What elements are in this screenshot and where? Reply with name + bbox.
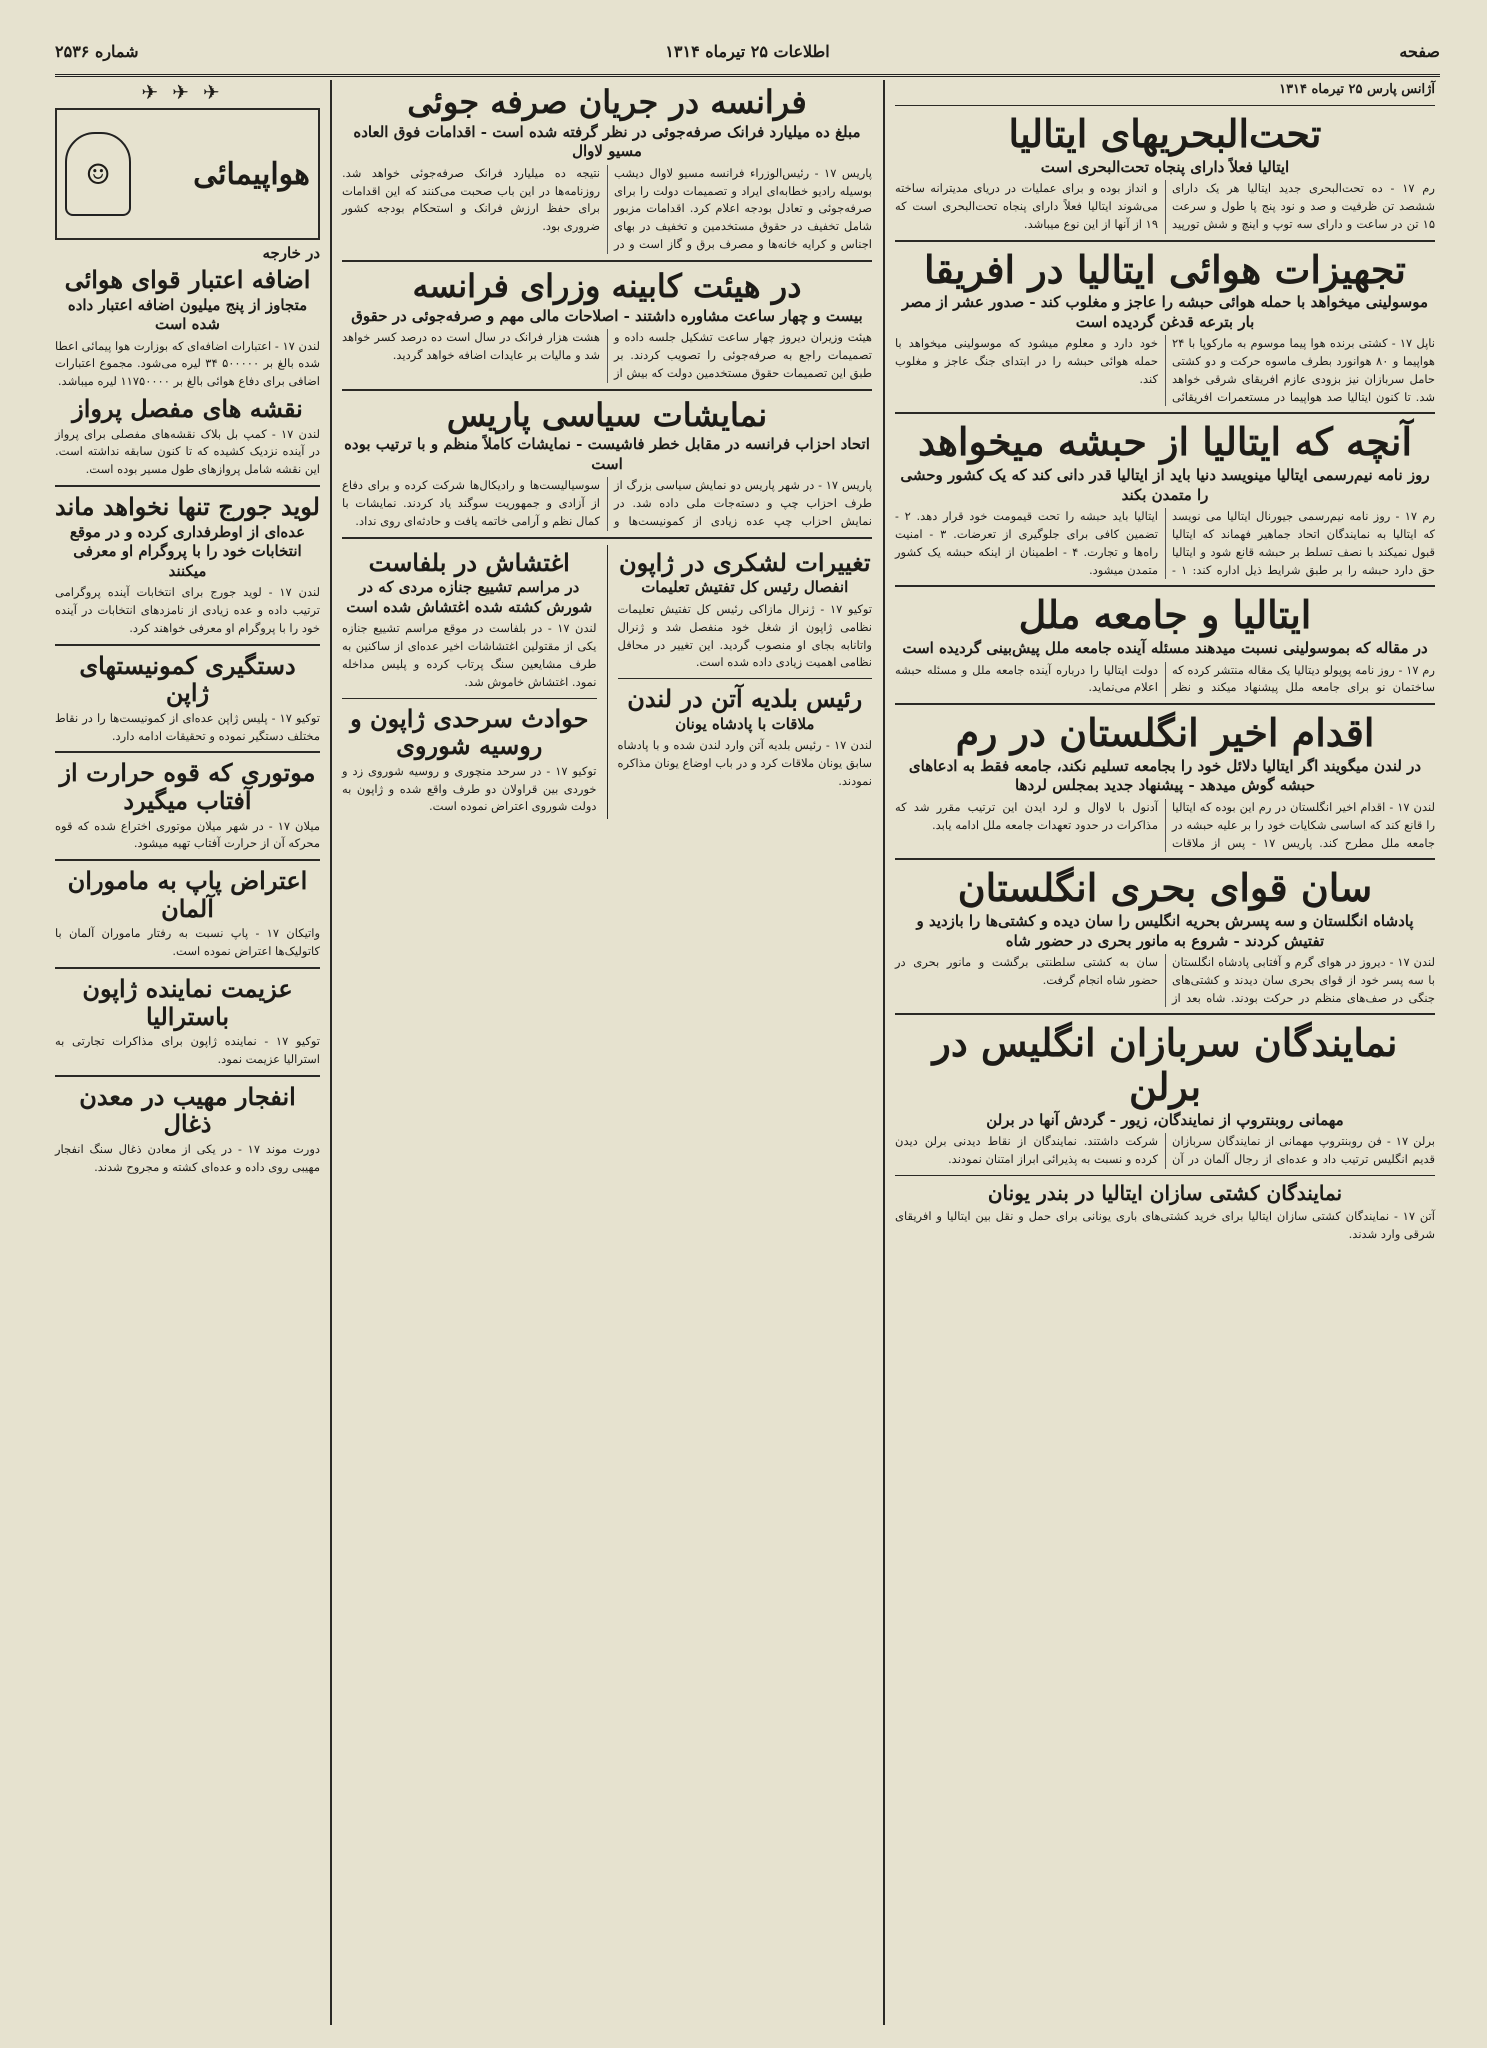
headline: حوادث سرحدی ژاپون و روسیه شوروی (350, 703, 589, 761)
subheadline: اتحاد احزاب فرانسه در مقابل خطر فاشیست - نمایشات کاملاً منظم و با ترتیب بوده است (344, 435, 870, 473)
lower-split (342, 545, 872, 819)
agency-line: آژانس پارس ۲۵ تیرماه ۱۳۱۴ (1279, 82, 1435, 97)
article (342, 397, 872, 531)
subheadline: ایتالیا فعلاً دارای پنجاه تحت‌البحری است (1040, 157, 1290, 176)
column-left (45, 80, 330, 2025)
article (55, 759, 320, 853)
article (895, 866, 1435, 1007)
subheadline: موسولینی میخواهد با حمله هوائی حبشه را عاجز و مغلوب کند - صدور عشر از مصر بار بترعه قدغن گردیده است (902, 293, 1428, 331)
article (895, 1021, 1435, 1169)
headline: دستگیری کمونیستهای ژاپن (79, 650, 296, 708)
article-body: لندن ۱۷ - لوید جورج برای انتخابات آینده پروگرامی ترتیب داده و عده زیادی از نامزدهای انتخابات در آینده خود را با پروگرام او معرفی خواهند کرد. (55, 585, 320, 635)
masthead-date: اطلاعات ۲۵ تیرماه ۱۳۱۴ (665, 42, 830, 61)
headline: فرانسه در جریان صرفه جوئی (407, 83, 807, 121)
headline: موتوری که قوه حرارت از آفتاب میگیرد (59, 758, 316, 815)
masthead (55, 34, 1440, 77)
article-body: هیئت وزیران دیروز چهار ساعت تشکیل جلسه داده و تصمیمات راجع به صرفه‌جوئی را تصویب کردند. بر طبق این تصمیمات حقوق مستخدمین دولت که بیش از هشت هزار فرانک در سال است ده درصد کسر خواهد شد و مالیات بر عایدات اضافه خواهد گردید. (342, 330, 872, 380)
article-body: لندن ۱۷ - در بلفاست در موقع مراسم تشییع جنازه یکی از مقتولین اغتشاشات اخیر عده‌ای از ساکنین به طرف مشایعین سنگ پرتاب کرده و پلیس مداخله نمود. اغتشاش خاموش شد. (342, 621, 597, 689)
airplane-icon-row: ✈✈✈ (141, 80, 234, 104)
masthead-issue-number: شماره ۲۵۳۶ (55, 42, 139, 61)
article-body: لندن ۱۷ - رئیس بلدیه آتن وارد لندن شده و با پادشاه سابق یونان ملاقات کرد و در باب اوضاع یونان مذاکره نمودند. (617, 738, 872, 788)
article (895, 1182, 1435, 1244)
headline: رئیس بلدیه آتن در لندن (627, 684, 863, 714)
article-body: لندن ۱۷ - کمپ بل بلاک نقشه‌های مفصلی برای پرواز در آینده نزدیک کشیده که تا کنون سابقه نداشته است. این نقشه شامل پروازهای طول مسیر بوده است. (55, 426, 320, 477)
article (55, 493, 320, 638)
article-body: رم ۱۷ - روز نامه نیم‌رسمی جیورنال ایتالیا می نویسد که ایتالیا به نمایندگان اتحاد جماهیر فهماند که ایتالیا قبول نمیکند با نصف تسلط بر حبشه قانع شود و ایتالیا حق دارد حبشه را بر طبق شرایط ذیل اداره کند: ۱ - ایتالیا باید حبشه را تحت قیمومت خود قرار دهد. ۲ - تضمین کافی برای جلوگیری از تعرضات. ۳ - امنیت راه‌ها و تجارت. ۴ - اطمینان از اینکه حبشه یک کشور متمدن میشود. (895, 509, 1435, 577)
split-rule (607, 545, 608, 819)
headline: اغتشاش در بلفاست (368, 547, 570, 577)
article-body: لندن ۱۷ - اعتبارات اضافه‌ای که بوزارت هوا پیمائی اعطا شده بالغ بر ۵۰۰۰۰۰ ۳۴ لیره می‌شود. مجموع اعتبارات اضافی برای دفاع هوائی بالغ بر ۱۱۷۵۰۰۰۰ لیره میباشد. (55, 338, 320, 389)
subheadline: عده‌ای از اوطرفداری کرده و در موقع انتخابات خود را با پروگرام او معرفی میکنند (69, 522, 306, 580)
subheadline: مبلغ ده میلیارد فرانک صرفه‌جوئی در نظر گرفته شده است - اقدامات فوق العاده مسیو لاوال (353, 122, 861, 161)
subheadline: روز نامه نیم‌رسمی ایتالیا مینویسد دنیا باید از ایتالیا قدر دانی کند که یک کشور وحشی را متمدن بکند (900, 466, 1430, 504)
subheadline: ملاقات با پادشاه یونان (675, 714, 815, 733)
article (618, 545, 873, 819)
headline: اقدام اخیر انگلستان در رم (955, 710, 1375, 756)
article-body: برلن ۱۷ - فن روبنتروپ مهمانی از نمایندگان سربازان قدیم انگلیس ترتیب داد و عده‌ای از رجال آلمان در آن شرکت داشتند. نمایندگان از نقاط دیدنی برلن دیدن کرده و نسبت به پذیرائی ابراز امتنان نمودند. (895, 1134, 1435, 1167)
subheadline: مهمانی روبنتروپ از نمایندگان، زیور - گردش آنها در برلن (986, 1110, 1344, 1129)
column-middle (332, 80, 882, 2025)
section-label: در خارجه (262, 244, 320, 262)
headline: اضافه اعتبار قوای هوائی (64, 265, 311, 294)
article (895, 593, 1435, 697)
article (895, 248, 1435, 407)
article (55, 867, 320, 961)
article-body: آتن ۱۷ - نمایندگان کشتی سازان ایتالیا برای خرید کشتی‌های باری یونانی برای حمل و نقل بین ایتالیا و افریقای شرقی وارد شدند. (895, 1208, 1436, 1241)
headline: اعتراض پاپ به ماموران آلمان (67, 866, 308, 923)
article-body: توکیو ۱۷ - پلیس ژاپن عده‌ای از کمونیست‌ها را در نقاط مختلف دستگیر نموده و تحقیقات ادامه دارد. (55, 710, 320, 743)
subheadline: بیست و چهار ساعت مشاوره داشتند - اصلاحات مالی مهم و صرفه‌جوئی در حقوق (351, 306, 863, 325)
article-body: میلان ۱۷ - در شهر میلان موتوری اختراع شده که قوه محرکه آن از حرارت آفتاب تهیه میشود. (55, 818, 320, 851)
article-body: رم ۱۷ - روز نامه پوپولو دیتالیا یک مقاله منتشر کرده که ساختمان نو برای جامعه ملل پیشنهاد میکند و نظر دولت ایتالیا را درباره آینده جامعه ملل و مسئله حبشه اعلام می‌نماید. (895, 662, 1435, 695)
article-body: دورت موند ۱۷ - در یکی از معادن ذغال سنگ انفجار مهیبی روی داده و عده‌ای کشته و مجروح شدند. (55, 1142, 320, 1174)
article-body: لندن ۱۷ - دیروز در هوای گرم و آفتابی پادشاه انگلستان با سه پسر خود از قوای بحری سان دیدند و کشتی‌های جنگی در صف‌های منظم در حرکت بودند. شاه بعد از سان به کشتی سلطنتی برگشت و مانور بحری در حضور شاه انجام گرفت. (895, 955, 1435, 1005)
headline: لوید جورج تنها نخواهد ماند (55, 492, 320, 522)
headline: آنچه که ایتالیا از حبشه میخواهد (917, 419, 1413, 465)
article (55, 1083, 320, 1177)
article (895, 711, 1435, 852)
subheadline: در مراسم تشییع جنازه مردی که در شورش کشته شده اغتشاش شده است (346, 578, 593, 616)
aviation-logo-title: هواپیمائی (193, 156, 310, 192)
article (55, 975, 320, 1069)
headline: انفجار مهیب در معدن ذغال (79, 1081, 296, 1139)
headline: تغییرات لشکری در ژاپون (618, 547, 871, 577)
subheadline: در مقاله که بموسولینی نسبت میدهند مسئله آینده جامعه ملل پیش‌بینی گردیده است (902, 639, 1428, 658)
headline: در هیئت کابینه وزرای فرانسه (412, 266, 802, 305)
article (342, 545, 597, 819)
article-body: رم ۱۷ - ده تحت‌البحری جدید ایتالیا هر یک دارای ششصد تن ظرفیت و صد و نود پنج پا طول و سرعت ۱۵ تن در ساعت و دارای سه توپ و اینچ و شش تورپید و انداز بوده و برای عملیات در دریای مدیترانه ساخته می‌شوند ایتالیا فعلاً دارای پنجاه تحت‌البحری است که ۱۹ از آنها از این نوع میباشد. (895, 181, 1435, 231)
article (895, 112, 1435, 234)
article-body: توکیو ۱۷ - نماینده ژاپون برای مذاکرات تجارتی به استرالیا عزیمت نمود. (55, 1034, 320, 1067)
article-body: ناپل ۱۷ - کشتی برنده هوا پیما موسوم به مارکوپا با ۲۴ هواپیما و ۸۰ هوانورد بطرف ماسوه حرکت و دو کشتی حامل سربازان نیز بزودی عازم افریقای شرقی خواهد شد. تا کنون ایتالیا صد هواپیما در مستعمرات افریقائی خود دارد و معلوم میشود که موسولینی میخواهد با حمله هوائی حبشه را در ابتدای جنگ عاجز و مغلوب کند. (895, 336, 1435, 404)
headline: نمایندگان سربازان انگلیس در برلن (932, 1020, 1398, 1110)
article (342, 268, 872, 383)
subheadline: در لندن میگویند اگر ایتالیا دلائل خود را بجامعه تسلیم نکند، جامعه فقط به ادعاهای حبشه گوش میدهد - پیشنهاد جدید بمجلس لردها (908, 756, 1422, 795)
headline: نمایندگان کشتی سازان ایتالیا در بندر یونان (987, 1180, 1343, 1205)
article (55, 395, 320, 479)
article (55, 266, 320, 391)
pilot-icon: ☺ (65, 132, 131, 216)
headline: تحت‌البحریهای ایتالیا (1008, 110, 1322, 156)
article-body: واتیکان ۱۷ - پاپ نسبت به رفتار ماموران آلمان با کاتولیک‌ها اعتراض نموده است. (55, 926, 320, 959)
article (342, 84, 872, 254)
headline: ایتالیا و جامعه ملل (1018, 592, 1312, 638)
article (55, 652, 320, 746)
headline: عزیمت نماینده ژاپون باسترالیا (82, 974, 293, 1031)
headline: نمایشات سیاسی پاریس (446, 395, 768, 434)
headline: نقشه های مفصل پرواز (72, 394, 303, 424)
subheadline: پادشاه انگلستان و سه پسرش بحریه انگلیس را سان دیده و کشتی‌ها را بازدید و تفتیش کردند - شروع به مانور بحری در حضور شاه (916, 912, 1414, 950)
masthead-page-label: صفحه (1399, 42, 1440, 61)
article-body: پاریس ۱۷ - در شهر پاریس دو نمایش سیاسی بزرگ از طرف احزاب چپ و دسته‌جات ملی داده شد. در نمایش احزاب چپ عده زیادی از کمونیست‌ها و سوسیالیست‌ها و رادیکال‌ها شرکت کرده و برای دفاع از آزادی و جمهوریت سوگند یاد کردند. نمایشات با کمال نظم و آرامی خاتمه یافت و حادثه‌ای روی نداد. (342, 478, 872, 529)
headline: سان قوای بحری انگلستان (957, 865, 1373, 911)
article (895, 420, 1435, 579)
subheadline: متجاوز از پنج میلیون اضافه اعتبار داده شده است (67, 295, 308, 334)
headline: تجهیزات هوائی ایتالیا در افریقا (924, 246, 1406, 292)
aviation-section-logo (55, 108, 320, 240)
column-right (885, 80, 1445, 2025)
subheadline: انفصال رئیس کل تفتیش تعلیمات (641, 578, 849, 597)
article-body: پاریس ۱۷ - رئیس‌الوزراء فرانسه مسیو لاوال دیشب بوسیله رادیو خطابه‌ای ایراد و تصمیمات دولت را برای صرفه‌جوئی و تعادل بودجه اعلام کرد. اقدامات مزبور شامل تخفیف در حقوق مستخدمین و تخفیف در بهای اجناس و کرایه خانه‌ها و مصرف برق و گاز است و در نتیجه ده میلیارد فرانک صرفه‌جوئی خواهد شد. روزنامه‌ها در این باب صحبت می‌کنند که این اقدامات برای حفظ ارزش فرانک و استحکام بودجه کشور ضروری بود. (342, 165, 872, 252)
article-body: توکیو ۱۷ - ژنرال مازاکی رئیس کل تفتیش تعلیمات نظامی ژاپون از شغل خود منفصل شد و ژنرال واتانابه بجای او منصوب گردید. این تغییر در محافل نظامی اهمیت زیادی داده شده است. (617, 601, 872, 670)
article-body: توکیو ۱۷ - در سرحد منچوری و روسیه شوروی زد و خوردی بین قراولان دو طرف واقع شده و ژاپون به دولت شوروی اعتراض نموده است. (342, 763, 597, 814)
article-body: لندن ۱۷ - اقدام اخیر انگلستان در رم این بوده که ایتالیا را قانع کند که اساسی شکایات خود را بر علیه حبشه در جامعه ملل مطرح کند. پاریس ۱۷ - پس از ملاقات آدنول با لاوال و لرد ایدن این ترتیب مقرر شد که مذاکرات در حدود تعهدات جامعه ملل ادامه یابد. (895, 799, 1435, 850)
